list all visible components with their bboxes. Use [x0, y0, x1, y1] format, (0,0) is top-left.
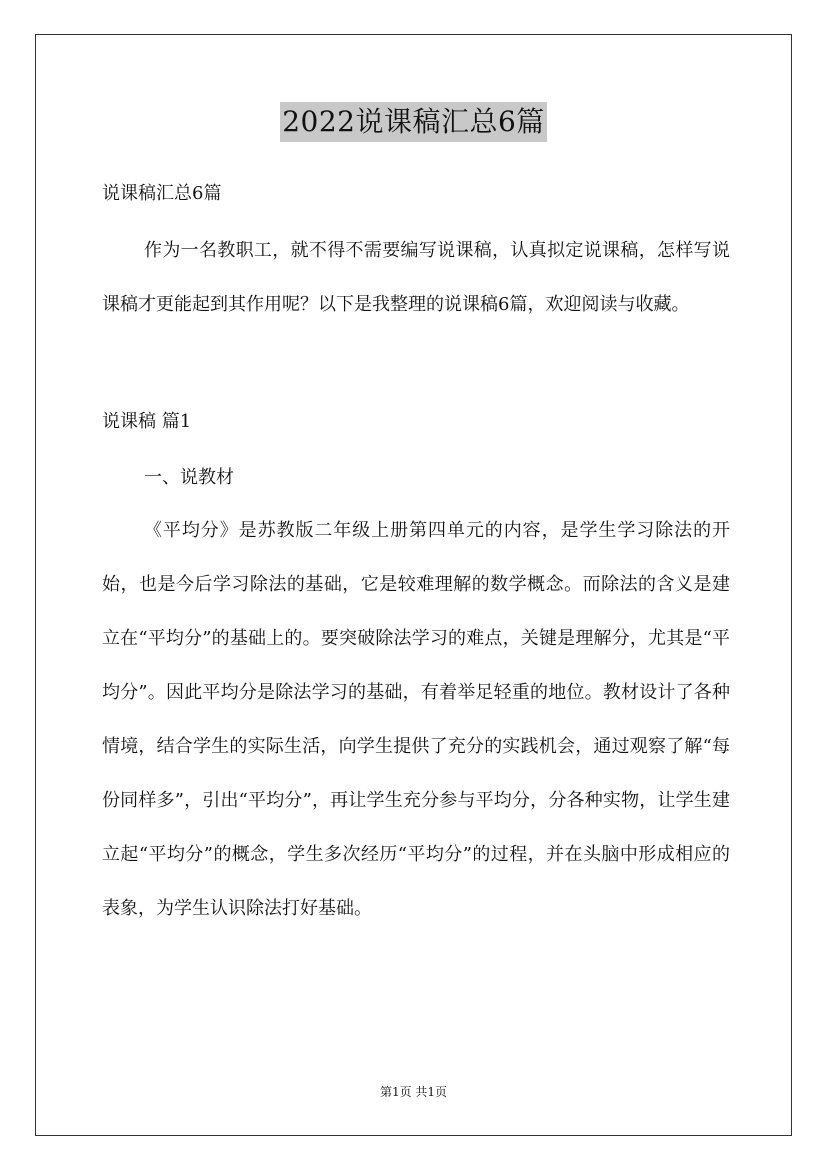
document-title: 2022说课稿汇总6篇: [280, 102, 547, 142]
page-footer: 第1页 共1页: [379, 1085, 448, 1099]
section-heading: 一、说教材: [144, 467, 234, 488]
section-title: 说课稿 篇1: [102, 411, 192, 432]
body-paragraph: 《平均分》是苏教版二年级上册第四单元的内容，是学生学习除法的开始，也是今后学习除法的基础，它是较难理解的数学概念。而除法的含义是建立在“平均分”的基础上的。要突破除法学习的难点，关键是理解分，尤其是“平均分”。因此平均分是除法学习的基础，有着举足轻重的地位。教材设计了各种情境，结合学生的实际生活，向学生提供了充分的实践机会，通过观察了解“每份同样多”，引出“平均分”，再让学生充分参与平均分，分各种实物，让学生建立起“平均分”的概念，学生多次经历“平均分”的过程，并在头脑中形成相应的表象，为学生认识除法打好基础。: [102, 520, 730, 919]
document-subtitle: 说课稿汇总6篇: [102, 183, 222, 204]
title-container: [0, 102, 827, 142]
document-body: [102, 178, 730, 936]
intro-paragraph: 作为一名教职工，就不得不需要编写说课稿，认真拟定说课稿，怎样写说课稿才更能起到其作用呢？以下是我整理的说课稿6篇，欢迎阅读与收藏。: [102, 240, 730, 315]
